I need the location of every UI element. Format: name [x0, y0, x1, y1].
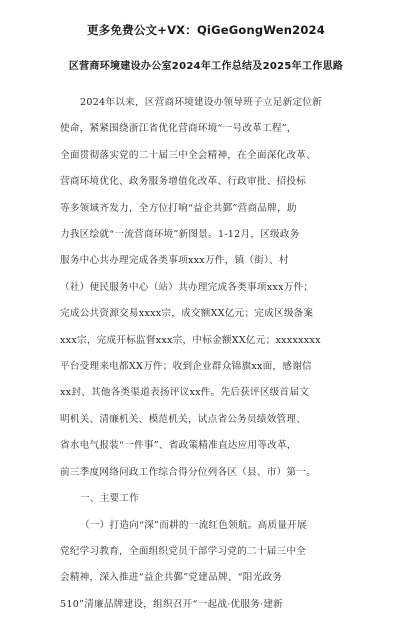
paragraph-line: 2024年以来，区营商环境建设办领导班子立足新定位新 [60, 90, 370, 116]
promo-banner: 更多免费公文+VX：QiGeGongWen2024 [42, 22, 370, 38]
paragraph-line: 会精神，深入推进“益企共鄞”党建品牌、“阳光政务 [60, 565, 370, 591]
paragraph-line: xx封、其他各类渠道表扬评议xx件。先后获评区级首届文 [60, 380, 370, 406]
paragraph-line: 510”清廉品牌建设，组织召开“一起战·优服务·建新 [60, 592, 370, 618]
paragraph-line: 前三季度网络问政工作综合得分位列各区（县、市）第一。 [60, 460, 370, 486]
paragraph-line: （社）便民服务中心（站）共办理完成各类事项xxx万件； [60, 275, 370, 301]
paragraph-line: 全面贯彻落实党的二十届三中全会精神，在全面深化改革、 [60, 143, 370, 169]
paragraph-line: 省水电气报装“一件事”、省政策精准直达应用等改革， [60, 433, 370, 459]
paragraph-line: 完成公共资源交易xxxx宗，成交额XX亿元；完成区级备案 [60, 301, 370, 327]
paragraph-line: 等多领域齐发力，全方位打响“益企共鄞”营商品牌，助 [60, 196, 370, 222]
paragraph-line: 党纪学习教育，全面组织党员干部学习党的二十届三中全 [60, 539, 370, 565]
paragraph-line: 营商环境优化、政务服务增值化改革、行政审批、招投标 [60, 169, 370, 195]
paragraph-line: 服务中心共办理完成各类事项xxx万件，镇（街）、村 [60, 248, 370, 274]
paragraph-line: 力我区绘就“一流营商环境”新图景。1-12月，区级政务 [60, 222, 370, 248]
paragraph-line: 明机关、清廉机关、模范机关，试点省公务员绩效管理、 [60, 407, 370, 433]
section-heading: 一、主要工作 [60, 486, 370, 512]
paragraph-line: 使命，紧紧围绕浙江省优化营商环境“一号改革工程”， [60, 116, 370, 142]
paragraph-line: xxx宗，完成开标监督xxx宗，中标金额XX亿元；xxxxxxxx [60, 328, 370, 354]
subsection-paragraph [60, 513, 370, 618]
document-title: 区营商环境建设办公室2024年工作总结及2025年工作思路 [42, 57, 370, 72]
paragraph-line: （一）打造向“深”而耕的一流红色领航。高质量开展 [60, 513, 370, 539]
intro-paragraph [60, 90, 370, 486]
paragraph-line: 平台受理来电都XX万件；收到企业群众锦旗xx面，感谢信 [60, 354, 370, 380]
